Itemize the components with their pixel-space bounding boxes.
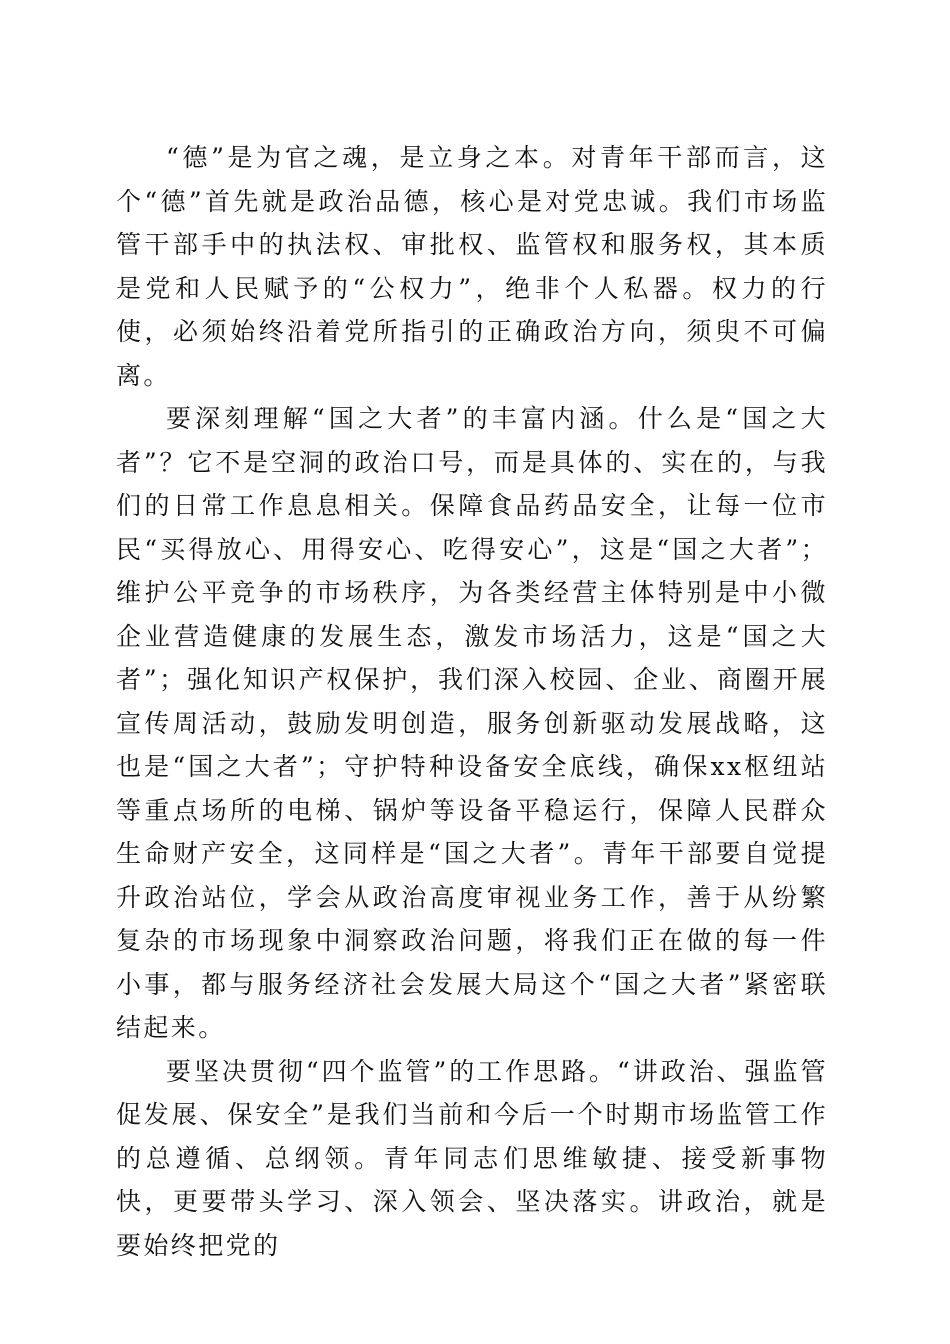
paragraph-de-political-integrity: “德”是为官之魂，是立身之本。对青年干部而言，这个“德”首先就是政治品德，核心是对党忠诚。我们市场监管干部手中的执法权、审批权、监管权和服务权，其本质是党和人民赋予的“公权力”，绝非个人私器。权力的行使，必须始终沿着党所指引的正确政治方向，须臾不可偏离。 xyxy=(116,143,828,390)
document-body xyxy=(116,136,828,1267)
paragraph-guo-zhi-da-zhe: 要深刻理解“国之大者”的丰富内涵。什么是“国之大者”？它不是空洞的政治口号，而是具体的、实在的，与我们的日常工作息息相关。保障食品药品安全，让每一位市民“买得放心、用得安心、吃得安心”，这是“国之大者”；维护公平竞争的市场秩序，为各类经营主体特别是中小微企业营造健康的发展生态，激发市场活力，这是“国之大者”；强化知识产权保护，我们深入校园、企业、商圈开展宣传周活动，鼓励发明创造，服务创新驱动发展战略，这也是“国之大者”；守护特种设备安全底线，确保xx枢纽站等重点场所的电梯、锅炉等设备平稳运行，保障人民群众生命财产安全，这同样是“国之大者”。青年干部要自觉提升政治站位，学会从政治高度审视业务工作，善于从纷繁复杂的市场现象中洞察政治问题，将我们正在做的每一件小事，都与服务经济社会发展大局这个“国之大者”紧密联结起来。 xyxy=(116,404,828,1042)
paragraph-four-supervision: 要坚决贯彻“四个监管”的工作思路。“讲政治、强监管促发展、保安全”是我们当前和今后一个时期市场监管工作的总遵循、总纲领。青年同志们思维敏捷、接受新事物快，更要带头学习、深入领会、坚决落实。讲政治，就是要始终把党的 xyxy=(116,1056,828,1260)
